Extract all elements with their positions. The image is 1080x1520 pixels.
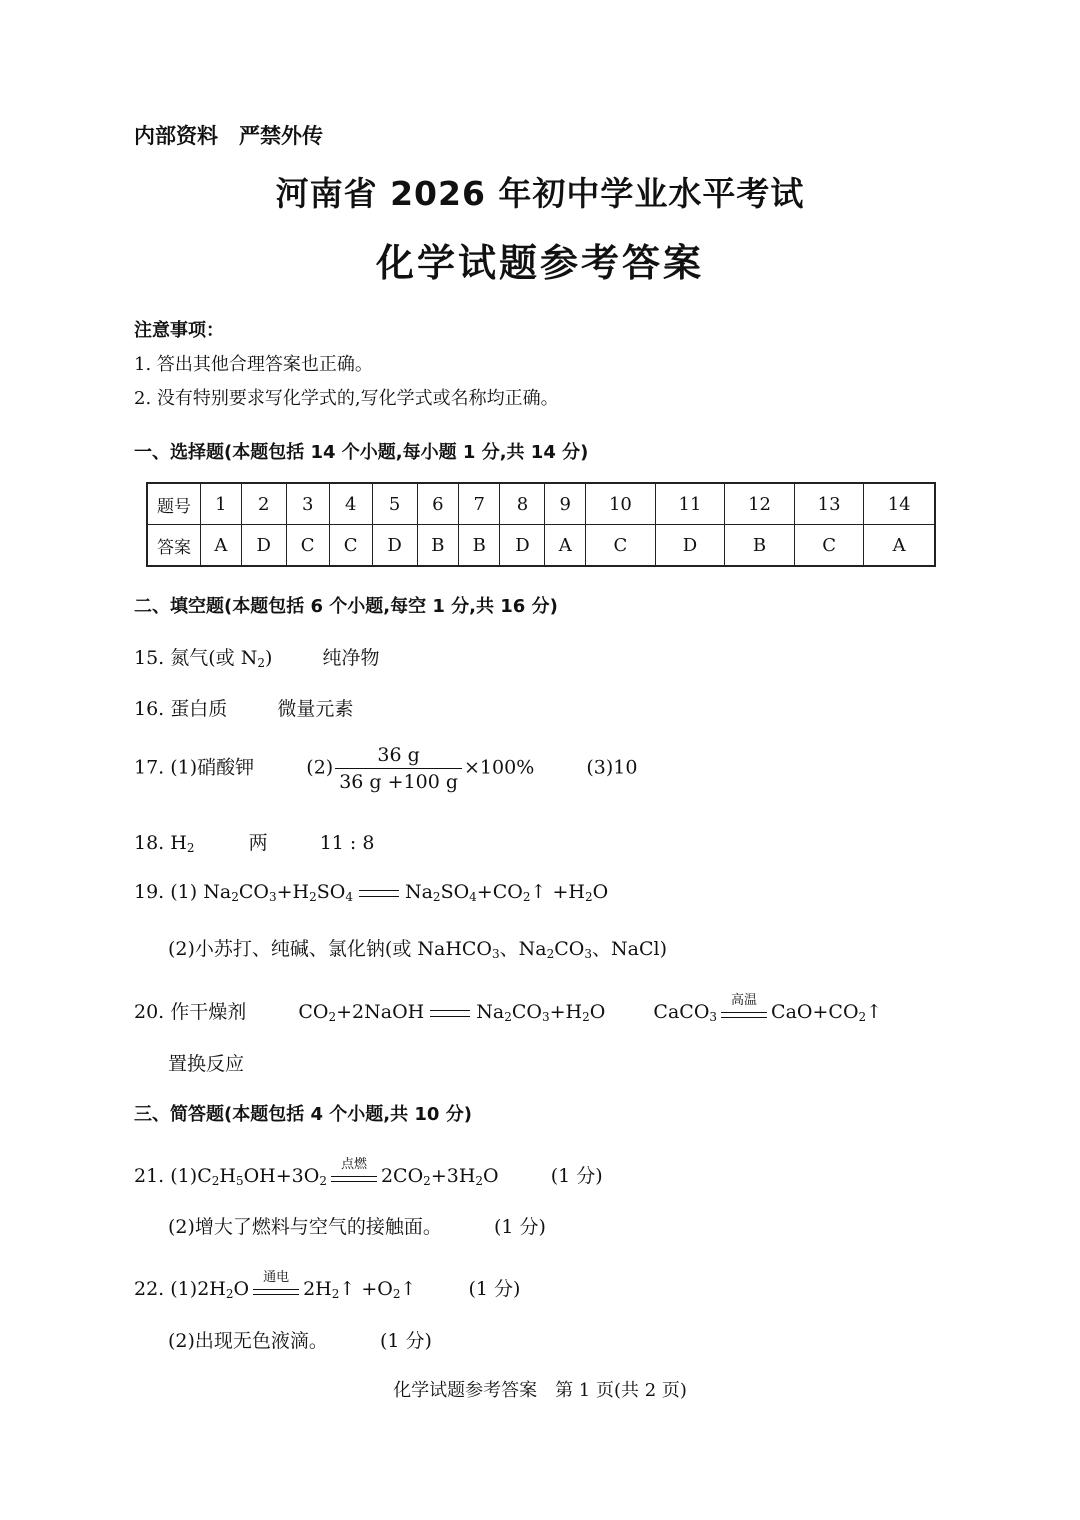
answer-text: (2)小苏打、纯碱、氯化钠(或 NaHCO [168, 938, 493, 960]
question-cell: 5 [372, 483, 417, 525]
answer-15 [134, 643, 380, 670]
answer-text: (2) [306, 756, 334, 779]
question-number: 21. [134, 1165, 165, 1187]
answer-text: 氮气(或 N [170, 647, 258, 669]
question-cell: 8 [500, 483, 545, 525]
reaction-condition: 点燃 [331, 1167, 377, 1187]
score: (1 分) [468, 1278, 521, 1300]
chemical-equation: $Na_2CO_3+H_2SO_4$ $Na_2SO_4+CO_2↑ +H_2O$ [203, 881, 609, 904]
question-cell: 6 [417, 483, 458, 525]
answer-text: ) [264, 647, 273, 669]
answer-20-4 [168, 1049, 244, 1076]
question-number: 18. [134, 832, 165, 854]
subscript: 3 [584, 947, 593, 961]
question-cell: 13 [794, 483, 864, 525]
section-1-title: 一、选择题(本题包括 14 个小题,每小题 1 分,共 14 分) [134, 442, 589, 463]
answer-text: (1)硝酸钾 [170, 756, 255, 779]
answer-text: 置换反应 [168, 1053, 245, 1075]
question-number: 17. [134, 756, 165, 779]
answer-table [146, 482, 936, 567]
answer-cell: B [459, 525, 500, 567]
confidential-label: 内部资料 严禁外传 [134, 124, 323, 148]
page-title: 河南省 2026 年初中学业水平考试 [275, 174, 805, 213]
question-cell: 7 [459, 483, 500, 525]
answer-text: (2)出现无色液滴。 [168, 1330, 328, 1352]
chemical-equation: $CO_2+2NaOH$ $Na_2CO_3+H_2O$ [298, 1001, 606, 1024]
question-cell: 9 [545, 483, 586, 525]
answer-cell: A [864, 525, 935, 567]
subscript: 2 [186, 841, 195, 855]
question-cell: 14 [864, 483, 935, 525]
answer-text: 纯净物 [322, 647, 380, 669]
subscript: 2 [546, 947, 555, 961]
question-cell: 2 [241, 483, 286, 525]
answer-text: 、NaCl) [592, 938, 667, 960]
answer-16 [134, 694, 353, 721]
chemical-equation: $C_2H_5OH+3O_2$ 点燃 $2CO_2+3H_2O$ [197, 1157, 499, 1188]
answer-21-2 [168, 1212, 546, 1239]
answer-text: 作干燥剂 [170, 1001, 247, 1023]
answer-text: 两 [248, 832, 268, 854]
score: (1 分) [494, 1216, 546, 1238]
answer-text: 蛋白质 [170, 698, 228, 720]
answer-19-1 [134, 881, 608, 903]
score: (1 分) [380, 1330, 432, 1352]
section-2-title: 二、填空题(本题包括 6 个小题,每空 1 分,共 16 分) [134, 596, 558, 617]
question-number: 22. [134, 1278, 165, 1300]
page-footer: 化学试题参考答案 第 1 页(共 2 页) [393, 1380, 687, 1401]
question-cell: 10 [586, 483, 656, 525]
answer-22-1 [134, 1270, 521, 1301]
score: (1 分) [550, 1165, 603, 1187]
question-number: 15. [134, 647, 165, 669]
chemical-equation: CaCO$_3$ 高温 $CaO+CO_2↑$ [653, 993, 883, 1024]
fraction-numerator: 36 g [335, 744, 462, 769]
question-cell: 3 [286, 483, 329, 525]
subscript: 3 [492, 947, 500, 961]
table-row-answers [147, 525, 935, 567]
page-subtitle: 化学试题参考答案 [375, 241, 704, 285]
fraction [335, 744, 462, 793]
question-cell: 11 [655, 483, 725, 525]
answer-19-2 [168, 934, 667, 961]
answer-text: 微量元素 [277, 698, 354, 720]
answer-22-2 [168, 1326, 432, 1353]
answer-cell: D [241, 525, 286, 567]
chemical-equation: $2H_2O$ 通电 $2H_2↑$ $+O_2↑$ [197, 1270, 417, 1301]
answer-text: 11 : 8 [319, 832, 375, 854]
section-3-title: 三、简答题(本题包括 4 个小题,共 10 分) [134, 1104, 472, 1125]
notice-heading: 注意事项： [134, 320, 224, 341]
answer-text: (1) [170, 1165, 198, 1187]
answer-cell: B [417, 525, 458, 567]
answer-text: ×100% [464, 756, 535, 779]
answer-cell: C [794, 525, 864, 567]
answer-text: (2)增大了燃料与空气的接触面。 [168, 1216, 442, 1238]
table-row-questions [147, 483, 935, 525]
answer-21-1 [134, 1157, 603, 1188]
answer-text: 、Na [499, 938, 547, 960]
answer-text: (1) [170, 881, 198, 903]
answer-cell: C [286, 525, 329, 567]
question-cell: 4 [329, 483, 372, 525]
notice-item-2: 2. 没有特别要求写化学式的,写化学式或名称均正确。 [134, 388, 559, 409]
answer-cell: C [586, 525, 656, 567]
notice-item-1: 1. 答出其他合理答案也正确。 [134, 354, 373, 375]
question-cell: 1 [201, 483, 242, 525]
answer-18 [134, 828, 374, 855]
reaction-condition: 高温 [721, 1003, 767, 1023]
fraction-denominator: 36 g +100 g [339, 771, 459, 793]
answer-text: (1) [170, 1278, 198, 1300]
question-number: 16. [134, 698, 165, 720]
answer-17 [134, 744, 637, 793]
answer-text: (3)10 [586, 756, 638, 779]
row-label-question: 题号 [147, 483, 201, 525]
question-number: 20. [134, 1001, 165, 1023]
row-label-answer: 答案 [147, 525, 201, 567]
answer-cell: D [500, 525, 545, 567]
answer-cell: B [725, 525, 795, 567]
answer-cell: A [201, 525, 242, 567]
question-cell: 12 [725, 483, 795, 525]
answer-cell: D [372, 525, 417, 567]
answer-cell: A [545, 525, 586, 567]
answer-20 [134, 993, 883, 1024]
answer-cell: D [655, 525, 725, 567]
answer-text: CO [554, 938, 585, 960]
answer-cell: C [329, 525, 372, 567]
answer-text: H [170, 832, 187, 854]
question-number: 19. [134, 881, 165, 903]
subscript: 2 [257, 656, 265, 670]
reaction-condition: 通电 [253, 1280, 299, 1300]
